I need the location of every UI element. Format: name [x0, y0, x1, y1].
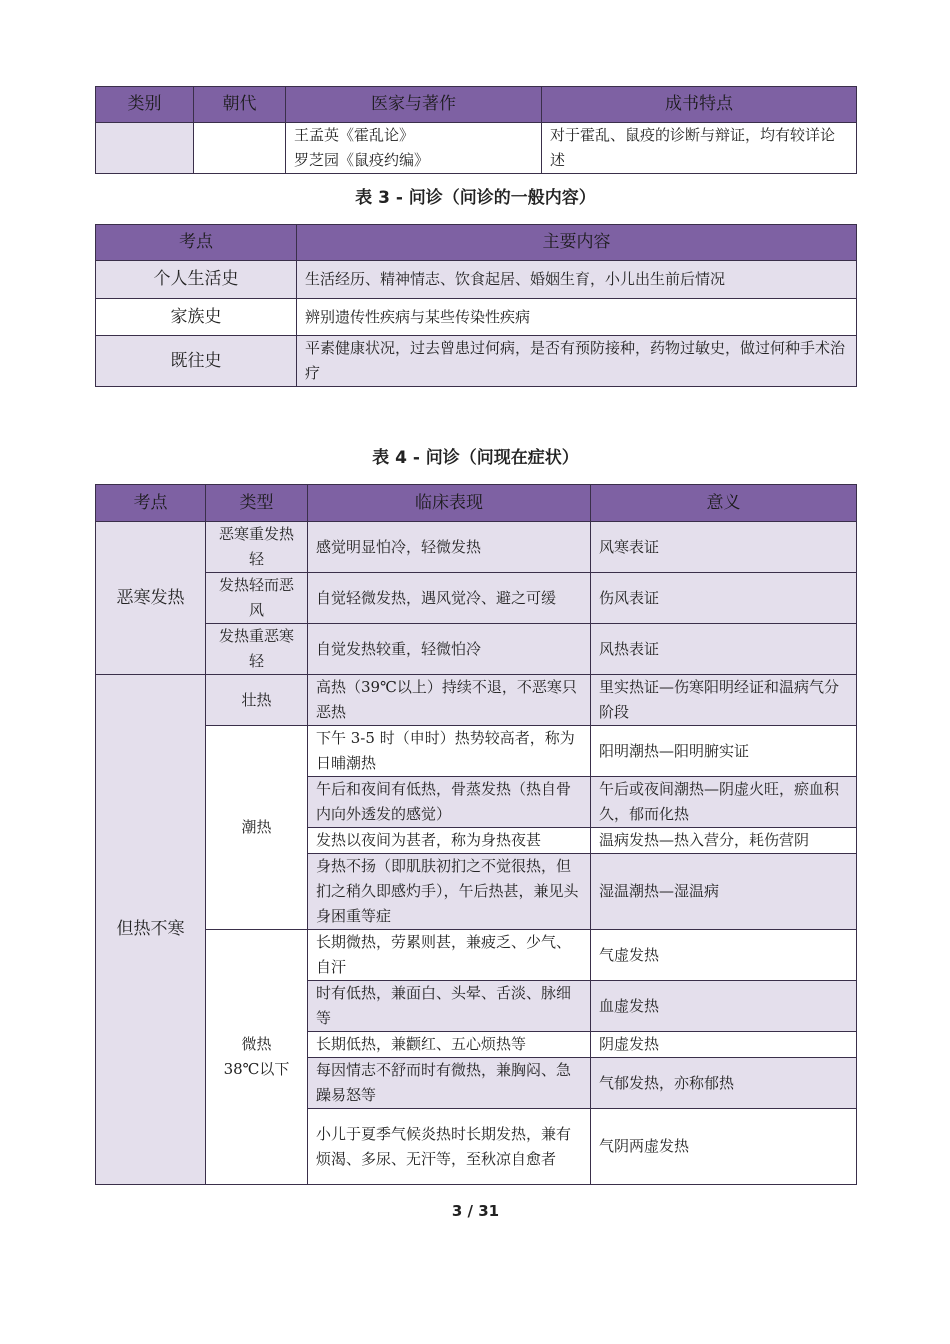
t4-manifest: 自觉轻微发热，遇风觉冷、避之可缓 [308, 573, 591, 624]
t4-manifest: 每因情志不舒而时有微热，兼胸闷、急躁易怒等 [308, 1058, 591, 1109]
table-row [96, 930, 857, 981]
t4-manifest: 午后和夜间有低热，骨蒸发热（热自骨内向外透发的感觉） [308, 777, 591, 828]
header-dynasty: 朝代 [194, 87, 286, 123]
t4-type: 发热重恶寒轻 [206, 624, 308, 675]
t3-content: 辨别遗传性疾病与某些传染性疾病 [297, 299, 857, 336]
table4-caption: 表 4 - 问诊（问现在症状） [372, 448, 579, 468]
weire-sub: 38℃以下 [223, 1060, 290, 1078]
works-line-1: 王孟英《霍乱论》 [294, 126, 415, 144]
cell-category [96, 123, 194, 174]
table-row [96, 573, 857, 624]
table3-caption: 表 3 - 问诊（问诊的一般内容） [355, 188, 596, 208]
header-feature: 成书特点 [542, 87, 857, 123]
t4-manifest: 长期微热，劳累则甚，兼疲乏、少气、自汗 [308, 930, 591, 981]
t4-meaning: 气郁发热，亦称郁热 [591, 1058, 857, 1109]
t4-meaning: 伤风表证 [591, 573, 857, 624]
t3-point: 个人生活史 [96, 261, 297, 299]
t4-type-weire [206, 930, 308, 1185]
t4-header-type: 类型 [206, 485, 308, 522]
t4-point-danre: 但热不寒 [96, 675, 206, 1185]
table-row [96, 522, 857, 573]
header-category: 类别 [96, 87, 194, 123]
works-line-2: 罗芝园《鼠疫约编》 [294, 151, 430, 169]
t4-manifest: 自觉发热较重，轻微怕冷 [308, 624, 591, 675]
t4-type-zhuangre: 壮热 [206, 675, 308, 726]
cell-dynasty [194, 123, 286, 174]
t4-meaning: 血虚发热 [591, 981, 857, 1032]
t4-manifest: 发热以夜间为甚者，称为身热夜甚 [308, 828, 591, 854]
table-row [96, 299, 857, 336]
table-row [96, 336, 857, 387]
table-row [96, 261, 857, 299]
page-number: 3 / 31 [451, 1202, 500, 1220]
t4-meaning: 里实热证—伤寒阳明经证和温病气分阶段 [591, 675, 857, 726]
t4-meaning: 风热表证 [591, 624, 857, 675]
cell-works [286, 123, 542, 174]
t4-manifest: 感觉明显怕冷，轻微发热 [308, 522, 591, 573]
t4-manifest: 下午 3-5 时（申时）热势较高者，称为日晡潮热 [308, 726, 591, 777]
t4-manifest: 小儿于夏季气候炎热时长期发热，兼有烦渴、多尿、无汗等，至秋凉自愈者 [308, 1109, 591, 1185]
t3-header-content: 主要内容 [297, 225, 857, 261]
table-top [95, 86, 857, 174]
t4-meaning: 温病发热—热入营分，耗伤营阴 [591, 828, 857, 854]
t4-meaning: 午后或夜间潮热—阴虚火旺，瘀血积久，郁而化热 [591, 777, 857, 828]
weire-label: 微热 [241, 1035, 272, 1053]
t3-content: 生活经历、精神情志、饮食起居、婚姻生育，小儿出生前后情况 [297, 261, 857, 299]
t4-manifest: 高热（39℃以上）持续不退，不恶寒只恶热 [308, 675, 591, 726]
t4-meaning: 阴虚发热 [591, 1032, 857, 1058]
t4-meaning: 气阴两虚发热 [591, 1109, 857, 1185]
table-row [96, 675, 857, 726]
t4-type: 发热轻而恶风 [206, 573, 308, 624]
t4-header-manifest: 临床表现 [308, 485, 591, 522]
t4-meaning: 湿温潮热—湿温病 [591, 854, 857, 930]
t4-manifest: 时有低热，兼面白、头晕、舌淡、脉细等 [308, 981, 591, 1032]
t4-manifest: 身热不扬（即肌肤初扪之不觉很热，但扪之稍久即感灼手），午后热甚，兼见头身困重等症 [308, 854, 591, 930]
t3-content: 平素健康状况，过去曾患过何病，是否有预防接种，药物过敏史，做过何种手术治疗 [297, 336, 857, 387]
t4-type: 恶寒重发热轻 [206, 522, 308, 573]
t4-meaning: 风寒表证 [591, 522, 857, 573]
table-row [96, 726, 857, 777]
t3-header-point: 考点 [96, 225, 297, 261]
t4-type-chaore: 潮热 [206, 726, 308, 930]
t4-manifest: 长期低热，兼颧红、五心烦热等 [308, 1032, 591, 1058]
t4-meaning: 阳明潮热—阳明腑实证 [591, 726, 857, 777]
cell-feature: 对于霍乱、鼠疫的诊断与辩证，均有较详论述 [542, 123, 857, 174]
t4-point-ehan: 恶寒发热 [96, 522, 206, 675]
t4-header-meaning: 意义 [591, 485, 857, 522]
t4-meaning: 气虚发热 [591, 930, 857, 981]
table-row [96, 624, 857, 675]
t3-point: 既往史 [96, 336, 297, 387]
table-3 [95, 224, 857, 387]
t3-point: 家族史 [96, 299, 297, 336]
header-works: 医家与著作 [286, 87, 542, 123]
table-4 [95, 484, 857, 1185]
t4-header-point: 考点 [96, 485, 206, 522]
